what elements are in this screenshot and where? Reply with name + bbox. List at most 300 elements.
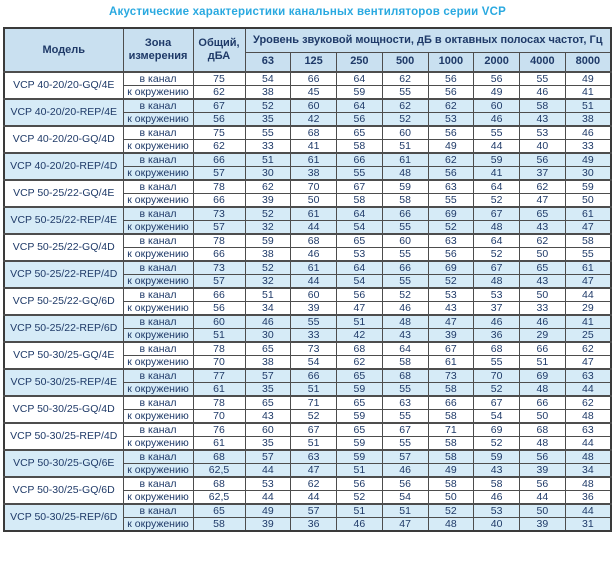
- band-2000-cell: 46: [474, 491, 520, 505]
- model-cell: VCP 50-30/25-GQ/6E: [4, 450, 123, 477]
- band-63-cell: 35: [245, 437, 291, 451]
- band-4000-cell: 53: [520, 126, 566, 140]
- band-63-cell: 44: [245, 491, 291, 505]
- band-250-cell: 65: [337, 234, 383, 248]
- band-2000-cell: 69: [474, 423, 520, 437]
- band-63-cell: 33: [245, 140, 291, 154]
- band-2000-cell: 40: [474, 518, 520, 532]
- col-header-band-500: 500: [382, 52, 428, 72]
- model-cell: VCP 50-30/25-REP/6D: [4, 504, 123, 531]
- col-header-total: Общий, дБА: [193, 28, 245, 72]
- band-1000-cell: 63: [428, 234, 474, 248]
- band-8000-cell: 49: [565, 153, 611, 167]
- band-500-cell: 55: [382, 410, 428, 424]
- band-1000-cell: 58: [428, 450, 474, 464]
- band-1000-cell: 67: [428, 342, 474, 356]
- band-4000-cell: 56: [520, 450, 566, 464]
- band-500-cell: 62: [382, 99, 428, 113]
- band-125-cell: 67: [291, 423, 337, 437]
- band-125-cell: 44: [291, 221, 337, 235]
- total-dba-cell: 60: [193, 315, 245, 329]
- band-250-cell: 65: [337, 369, 383, 383]
- zone-cell: к окружению: [123, 140, 193, 154]
- band-4000-cell: 39: [520, 518, 566, 532]
- band-250-cell: 53: [337, 248, 383, 262]
- model-cell: VCP 40-20/20-GQ/4E: [4, 72, 123, 99]
- band-125-cell: 57: [291, 504, 337, 518]
- band-250-cell: 52: [337, 491, 383, 505]
- band-250-cell: 47: [337, 302, 383, 316]
- zone-cell: к окружению: [123, 221, 193, 235]
- zone-cell: к окружению: [123, 248, 193, 262]
- band-500-cell: 55: [382, 248, 428, 262]
- band-500-cell: 58: [382, 194, 428, 208]
- band-250-cell: 59: [337, 437, 383, 451]
- band-8000-cell: 44: [565, 504, 611, 518]
- band-8000-cell: 34: [565, 464, 611, 478]
- band-63-cell: 43: [245, 410, 291, 424]
- band-63-cell: 65: [245, 396, 291, 410]
- band-8000-cell: 44: [565, 288, 611, 302]
- band-2000-cell: 59: [474, 450, 520, 464]
- table-row: [4, 234, 611, 248]
- band-63-cell: 49: [245, 504, 291, 518]
- band-500-cell: 55: [382, 437, 428, 451]
- band-125-cell: 68: [291, 126, 337, 140]
- band-4000-cell: 47: [520, 194, 566, 208]
- zone-cell: к окружению: [123, 329, 193, 343]
- col-header-band-63: 63: [245, 52, 291, 72]
- table-row: [4, 261, 611, 275]
- band-1000-cell: 52: [428, 504, 474, 518]
- band-500-cell: 64: [382, 342, 428, 356]
- band-250-cell: 64: [337, 261, 383, 275]
- zone-cell: к окружению: [123, 194, 193, 208]
- band-250-cell: 58: [337, 194, 383, 208]
- model-cell: VCP 50-25/22-GQ/4E: [4, 180, 123, 207]
- band-125-cell: 54: [291, 356, 337, 370]
- table-row: [4, 396, 611, 410]
- band-500-cell: 55: [382, 221, 428, 235]
- zone-cell: в канал: [123, 207, 193, 221]
- band-63-cell: 46: [245, 315, 291, 329]
- band-4000-cell: 48: [520, 383, 566, 397]
- band-63-cell: 51: [245, 153, 291, 167]
- band-8000-cell: 59: [565, 180, 611, 194]
- band-250-cell: 59: [337, 383, 383, 397]
- band-1000-cell: 49: [428, 464, 474, 478]
- total-dba-cell: 51: [193, 329, 245, 343]
- total-dba-cell: 66: [193, 153, 245, 167]
- total-dba-cell: 75: [193, 126, 245, 140]
- model-cell: VCP 50-25/22-GQ/6D: [4, 288, 123, 315]
- zone-cell: к окружению: [123, 383, 193, 397]
- zone-cell: в канал: [123, 450, 193, 464]
- band-8000-cell: 62: [565, 396, 611, 410]
- total-dba-cell: 62,5: [193, 491, 245, 505]
- band-500-cell: 46: [382, 302, 428, 316]
- band-4000-cell: 51: [520, 356, 566, 370]
- band-63-cell: 38: [245, 248, 291, 262]
- band-8000-cell: 62: [565, 342, 611, 356]
- table-row: [4, 288, 611, 302]
- band-125-cell: 41: [291, 140, 337, 154]
- band-1000-cell: 53: [428, 288, 474, 302]
- band-1000-cell: 58: [428, 437, 474, 451]
- band-1000-cell: 55: [428, 194, 474, 208]
- band-250-cell: 54: [337, 275, 383, 289]
- band-8000-cell: 31: [565, 518, 611, 532]
- band-250-cell: 51: [337, 315, 383, 329]
- band-2000-cell: 49: [474, 86, 520, 100]
- band-63-cell: 35: [245, 383, 291, 397]
- model-cell: VCP 50-25/22-GQ/4D: [4, 234, 123, 261]
- band-8000-cell: 47: [565, 275, 611, 289]
- band-4000-cell: 62: [520, 234, 566, 248]
- band-2000-cell: 52: [474, 437, 520, 451]
- band-250-cell: 65: [337, 423, 383, 437]
- band-8000-cell: 25: [565, 329, 611, 343]
- band-500-cell: 62: [382, 72, 428, 86]
- band-1000-cell: 49: [428, 140, 474, 154]
- band-1000-cell: 53: [428, 113, 474, 127]
- band-2000-cell: 55: [474, 356, 520, 370]
- band-8000-cell: 30: [565, 167, 611, 181]
- band-63-cell: 39: [245, 518, 291, 532]
- band-4000-cell: 50: [520, 410, 566, 424]
- band-500-cell: 67: [382, 423, 428, 437]
- model-cell: VCP 50-30/25-GQ/4D: [4, 396, 123, 423]
- zone-cell: к окружению: [123, 356, 193, 370]
- band-2000-cell: 56: [474, 72, 520, 86]
- band-500-cell: 48: [382, 167, 428, 181]
- total-dba-cell: 57: [193, 221, 245, 235]
- total-dba-cell: 78: [193, 180, 245, 194]
- band-1000-cell: 47: [428, 315, 474, 329]
- band-8000-cell: 46: [565, 126, 611, 140]
- band-500-cell: 51: [382, 504, 428, 518]
- band-4000-cell: 43: [520, 221, 566, 235]
- total-dba-cell: 61: [193, 437, 245, 451]
- band-250-cell: 51: [337, 464, 383, 478]
- band-2000-cell: 46: [474, 315, 520, 329]
- band-63-cell: 53: [245, 477, 291, 491]
- col-header-band-250: 250: [337, 52, 383, 72]
- model-cell: VCP 40-20/20-GQ/4D: [4, 126, 123, 153]
- band-4000-cell: 50: [520, 504, 566, 518]
- band-1000-cell: 62: [428, 153, 474, 167]
- band-2000-cell: 59: [474, 153, 520, 167]
- band-250-cell: 42: [337, 329, 383, 343]
- band-8000-cell: 63: [565, 423, 611, 437]
- band-63-cell: 52: [245, 207, 291, 221]
- band-8000-cell: 48: [565, 450, 611, 464]
- band-125-cell: 47: [291, 464, 337, 478]
- band-125-cell: 39: [291, 302, 337, 316]
- band-500-cell: 60: [382, 126, 428, 140]
- band-500-cell: 56: [382, 477, 428, 491]
- band-2000-cell: 64: [474, 180, 520, 194]
- band-500-cell: 55: [382, 275, 428, 289]
- band-63-cell: 35: [245, 113, 291, 127]
- band-4000-cell: 56: [520, 477, 566, 491]
- band-125-cell: 38: [291, 167, 337, 181]
- band-2000-cell: 52: [474, 383, 520, 397]
- band-63-cell: 30: [245, 167, 291, 181]
- band-1000-cell: 56: [428, 248, 474, 262]
- band-250-cell: 59: [337, 410, 383, 424]
- total-dba-cell: 78: [193, 234, 245, 248]
- band-125-cell: 44: [291, 275, 337, 289]
- zone-cell: в канал: [123, 288, 193, 302]
- band-4000-cell: 46: [520, 315, 566, 329]
- band-500-cell: 55: [382, 383, 428, 397]
- band-63-cell: 65: [245, 342, 291, 356]
- band-125-cell: 50: [291, 194, 337, 208]
- band-125-cell: 42: [291, 113, 337, 127]
- band-1000-cell: 69: [428, 207, 474, 221]
- band-63-cell: 32: [245, 275, 291, 289]
- col-header-band-8000: 8000: [565, 52, 611, 72]
- band-250-cell: 62: [337, 356, 383, 370]
- band-500-cell: 43: [382, 329, 428, 343]
- table-row: [4, 126, 611, 140]
- band-2000-cell: 48: [474, 221, 520, 235]
- zone-cell: в канал: [123, 180, 193, 194]
- model-cell: VCP 40-20/20-REP/4E: [4, 99, 123, 126]
- band-4000-cell: 66: [520, 342, 566, 356]
- band-63-cell: 52: [245, 261, 291, 275]
- band-4000-cell: 43: [520, 113, 566, 127]
- band-4000-cell: 56: [520, 153, 566, 167]
- zone-cell: в канал: [123, 423, 193, 437]
- band-8000-cell: 49: [565, 72, 611, 86]
- band-125-cell: 63: [291, 450, 337, 464]
- band-250-cell: 56: [337, 113, 383, 127]
- band-2000-cell: 48: [474, 275, 520, 289]
- total-dba-cell: 73: [193, 261, 245, 275]
- band-63-cell: 57: [245, 369, 291, 383]
- band-4000-cell: 55: [520, 72, 566, 86]
- zone-cell: в канал: [123, 153, 193, 167]
- zone-cell: к окружению: [123, 464, 193, 478]
- total-dba-cell: 66: [193, 288, 245, 302]
- band-63-cell: 54: [245, 72, 291, 86]
- zone-cell: к окружению: [123, 410, 193, 424]
- band-1000-cell: 69: [428, 261, 474, 275]
- band-4000-cell: 62: [520, 180, 566, 194]
- band-63-cell: 51: [245, 288, 291, 302]
- model-cell: VCP 50-25/22-REP/4D: [4, 261, 123, 288]
- band-63-cell: 34: [245, 302, 291, 316]
- band-8000-cell: 44: [565, 383, 611, 397]
- band-2000-cell: 54: [474, 410, 520, 424]
- band-500-cell: 52: [382, 288, 428, 302]
- table-row: [4, 477, 611, 491]
- band-4000-cell: 37: [520, 167, 566, 181]
- band-500-cell: 52: [382, 113, 428, 127]
- band-1000-cell: 43: [428, 302, 474, 316]
- band-2000-cell: 41: [474, 167, 520, 181]
- band-125-cell: 46: [291, 248, 337, 262]
- band-125-cell: 70: [291, 180, 337, 194]
- band-4000-cell: 50: [520, 248, 566, 262]
- model-cell: VCP 50-25/22-REP/6D: [4, 315, 123, 342]
- total-dba-cell: 75: [193, 72, 245, 86]
- table-row: [4, 72, 611, 86]
- table-row: [4, 153, 611, 167]
- band-4000-cell: 40: [520, 140, 566, 154]
- band-500-cell: 58: [382, 356, 428, 370]
- band-500-cell: 55: [382, 86, 428, 100]
- band-1000-cell: 52: [428, 221, 474, 235]
- band-8000-cell: 38: [565, 113, 611, 127]
- band-2000-cell: 46: [474, 113, 520, 127]
- band-250-cell: 51: [337, 504, 383, 518]
- band-8000-cell: 61: [565, 207, 611, 221]
- zone-cell: к окружению: [123, 167, 193, 181]
- band-250-cell: 64: [337, 99, 383, 113]
- band-63-cell: 32: [245, 221, 291, 235]
- band-2000-cell: 67: [474, 396, 520, 410]
- band-250-cell: 46: [337, 518, 383, 532]
- acoustic-characteristics-table: [3, 27, 612, 532]
- band-4000-cell: 46: [520, 86, 566, 100]
- band-8000-cell: 36: [565, 491, 611, 505]
- band-2000-cell: 67: [474, 261, 520, 275]
- band-4000-cell: 65: [520, 207, 566, 221]
- band-500-cell: 54: [382, 491, 428, 505]
- band-2000-cell: 53: [474, 504, 520, 518]
- col-header-model: Модель: [4, 28, 123, 72]
- table-row: [4, 99, 611, 113]
- band-500-cell: 61: [382, 153, 428, 167]
- band-2000-cell: 68: [474, 342, 520, 356]
- total-dba-cell: 70: [193, 356, 245, 370]
- total-dba-cell: 62,5: [193, 464, 245, 478]
- total-dba-cell: 66: [193, 194, 245, 208]
- band-8000-cell: 63: [565, 369, 611, 383]
- band-2000-cell: 64: [474, 234, 520, 248]
- total-dba-cell: 56: [193, 113, 245, 127]
- band-4000-cell: 58: [520, 99, 566, 113]
- band-4000-cell: 43: [520, 275, 566, 289]
- band-1000-cell: 56: [428, 167, 474, 181]
- band-63-cell: 39: [245, 194, 291, 208]
- col-header-band-4000: 4000: [520, 52, 566, 72]
- band-1000-cell: 50: [428, 491, 474, 505]
- band-2000-cell: 53: [474, 288, 520, 302]
- band-500-cell: 47: [382, 518, 428, 532]
- band-4000-cell: 65: [520, 261, 566, 275]
- model-cell: VCP 50-30/25-GQ/6D: [4, 477, 123, 504]
- band-125-cell: 55: [291, 315, 337, 329]
- band-125-cell: 52: [291, 410, 337, 424]
- band-8000-cell: 41: [565, 86, 611, 100]
- total-dba-cell: 61: [193, 383, 245, 397]
- band-8000-cell: 29: [565, 302, 611, 316]
- band-63-cell: 38: [245, 86, 291, 100]
- band-125-cell: 33: [291, 329, 337, 343]
- total-dba-cell: 62: [193, 86, 245, 100]
- band-63-cell: 38: [245, 356, 291, 370]
- band-250-cell: 59: [337, 86, 383, 100]
- band-2000-cell: 58: [474, 477, 520, 491]
- band-1000-cell: 63: [428, 180, 474, 194]
- band-4000-cell: 50: [520, 288, 566, 302]
- band-1000-cell: 48: [428, 518, 474, 532]
- zone-cell: в канал: [123, 315, 193, 329]
- band-4000-cell: 48: [520, 437, 566, 451]
- band-125-cell: 71: [291, 396, 337, 410]
- band-125-cell: 45: [291, 86, 337, 100]
- zone-cell: в канал: [123, 72, 193, 86]
- page-title: Акустические характеристики канальных вентиляторов серии VCP: [108, 6, 507, 18]
- zone-cell: к окружению: [123, 113, 193, 127]
- total-dba-cell: 78: [193, 396, 245, 410]
- total-dba-cell: 65: [193, 504, 245, 518]
- band-125-cell: 61: [291, 153, 337, 167]
- band-2000-cell: 52: [474, 248, 520, 262]
- table-row: [4, 450, 611, 464]
- band-500-cell: 51: [382, 140, 428, 154]
- band-1000-cell: 56: [428, 86, 474, 100]
- col-header-band-2000: 2000: [474, 52, 520, 72]
- band-125-cell: 61: [291, 261, 337, 275]
- col-header-band-group: Уровень звуковой мощности, дБ в октавных полосах частот, Гц: [245, 28, 611, 52]
- total-dba-cell: 57: [193, 167, 245, 181]
- total-dba-cell: 56: [193, 302, 245, 316]
- band-250-cell: 64: [337, 207, 383, 221]
- total-dba-cell: 76: [193, 423, 245, 437]
- band-2000-cell: 67: [474, 207, 520, 221]
- band-125-cell: 51: [291, 437, 337, 451]
- zone-cell: к окружению: [123, 275, 193, 289]
- zone-cell: в канал: [123, 504, 193, 518]
- band-1000-cell: 58: [428, 477, 474, 491]
- band-2000-cell: 60: [474, 99, 520, 113]
- band-125-cell: 73: [291, 342, 337, 356]
- band-250-cell: 65: [337, 126, 383, 140]
- band-2000-cell: 37: [474, 302, 520, 316]
- band-1000-cell: 61: [428, 356, 474, 370]
- band-8000-cell: 48: [565, 477, 611, 491]
- table-row: [4, 180, 611, 194]
- model-cell: VCP 50-30/25-REP/4D: [4, 423, 123, 450]
- band-250-cell: 56: [337, 288, 383, 302]
- band-250-cell: 58: [337, 140, 383, 154]
- band-500-cell: 46: [382, 464, 428, 478]
- band-8000-cell: 55: [565, 248, 611, 262]
- table-row: [4, 207, 611, 221]
- table-row: [4, 342, 611, 356]
- band-1000-cell: 66: [428, 396, 474, 410]
- table-body: [4, 72, 611, 531]
- band-125-cell: 66: [291, 369, 337, 383]
- col-header-band-125: 125: [291, 52, 337, 72]
- band-4000-cell: 66: [520, 396, 566, 410]
- band-125-cell: 51: [291, 383, 337, 397]
- band-4000-cell: 68: [520, 423, 566, 437]
- band-250-cell: 56: [337, 477, 383, 491]
- total-dba-cell: 67: [193, 99, 245, 113]
- band-1000-cell: 71: [428, 423, 474, 437]
- band-250-cell: 55: [337, 167, 383, 181]
- col-header-band-1000: 1000: [428, 52, 474, 72]
- band-2000-cell: 52: [474, 194, 520, 208]
- band-250-cell: 66: [337, 153, 383, 167]
- total-dba-cell: 73: [193, 207, 245, 221]
